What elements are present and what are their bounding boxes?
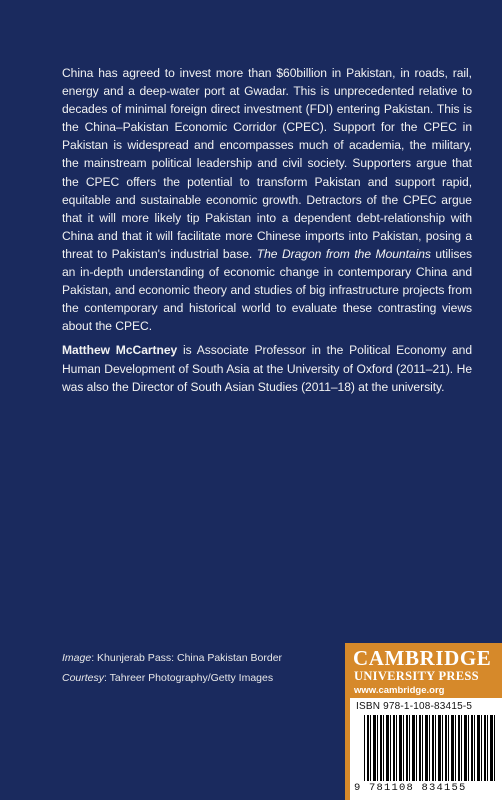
book-title: The Dragon from the Mountains — [256, 246, 431, 261]
publisher-name: CAMBRIDGE — [353, 646, 492, 670]
publisher-subtitle: UNIVERSITY PRESS — [354, 669, 479, 683]
image-credit-line — [62, 648, 322, 668]
image-credits — [62, 648, 322, 688]
barcode-bars — [364, 715, 496, 781]
publisher-url: www.cambridge.org — [354, 685, 445, 696]
courtesy-credit-text: : Tahreer Photography/Getty Images — [104, 672, 274, 684]
description-text-a: China has agreed to invest more than $60billion in Pakistan, in roads, rail, energy and a deep-water port at Gwadar. This is unprecedented relative to decades of minimal foreign direct investment (FDI) entering Pakistan. This is the China–Pakistan Economic Corridor (CPEC). Support for the CPEC in Pakistan is widespread and encompasses much of academia, the military, the mainstream political leadership and civil society. Supporters argue that the CPEC offers the potential to transform Pakistan and support rapid, equitable and sustainable economic growth. Detractors of the CPEC argue that it will more likely tip Pakistan into a dependent debt-relationship with China and that it will facilitate more Chinese imports into Pakistan, posing a threat to Pakistan's industrial base. — [62, 66, 472, 261]
description-paragraph — [62, 64, 472, 335]
author-name: Matthew McCartney — [62, 343, 178, 358]
back-cover-blurb — [62, 64, 472, 402]
barcode-digits: 9 781108 834155 — [354, 782, 467, 794]
author-bio — [62, 341, 472, 395]
isbn-label: ISBN 978-1-108-83415-5 — [356, 701, 473, 712]
courtesy-credit-label: Courtesy — [62, 672, 105, 684]
author-bio-text: is Associate Professor in the Political Economy and Human Development of South Asia at the University of Oxford (2011–21). He was also the Director of South Asian Studies (2011–18) at the university. — [62, 343, 473, 394]
image-credit-label: Image — [62, 652, 92, 664]
courtesy-credit-line — [62, 668, 322, 688]
image-credit-text: : Khunjerab Pass: China Pakistan Border — [91, 652, 283, 664]
publisher-block — [345, 643, 502, 800]
barcode-panel — [350, 698, 502, 800]
description-text-b: utilises an in-depth understanding of economic change in contemporary China and Pakistan, and economic theory and studies of big infrastructure projects from the contemporary and historical world to evaluate these contrasting views about the CPEC. — [62, 246, 472, 334]
